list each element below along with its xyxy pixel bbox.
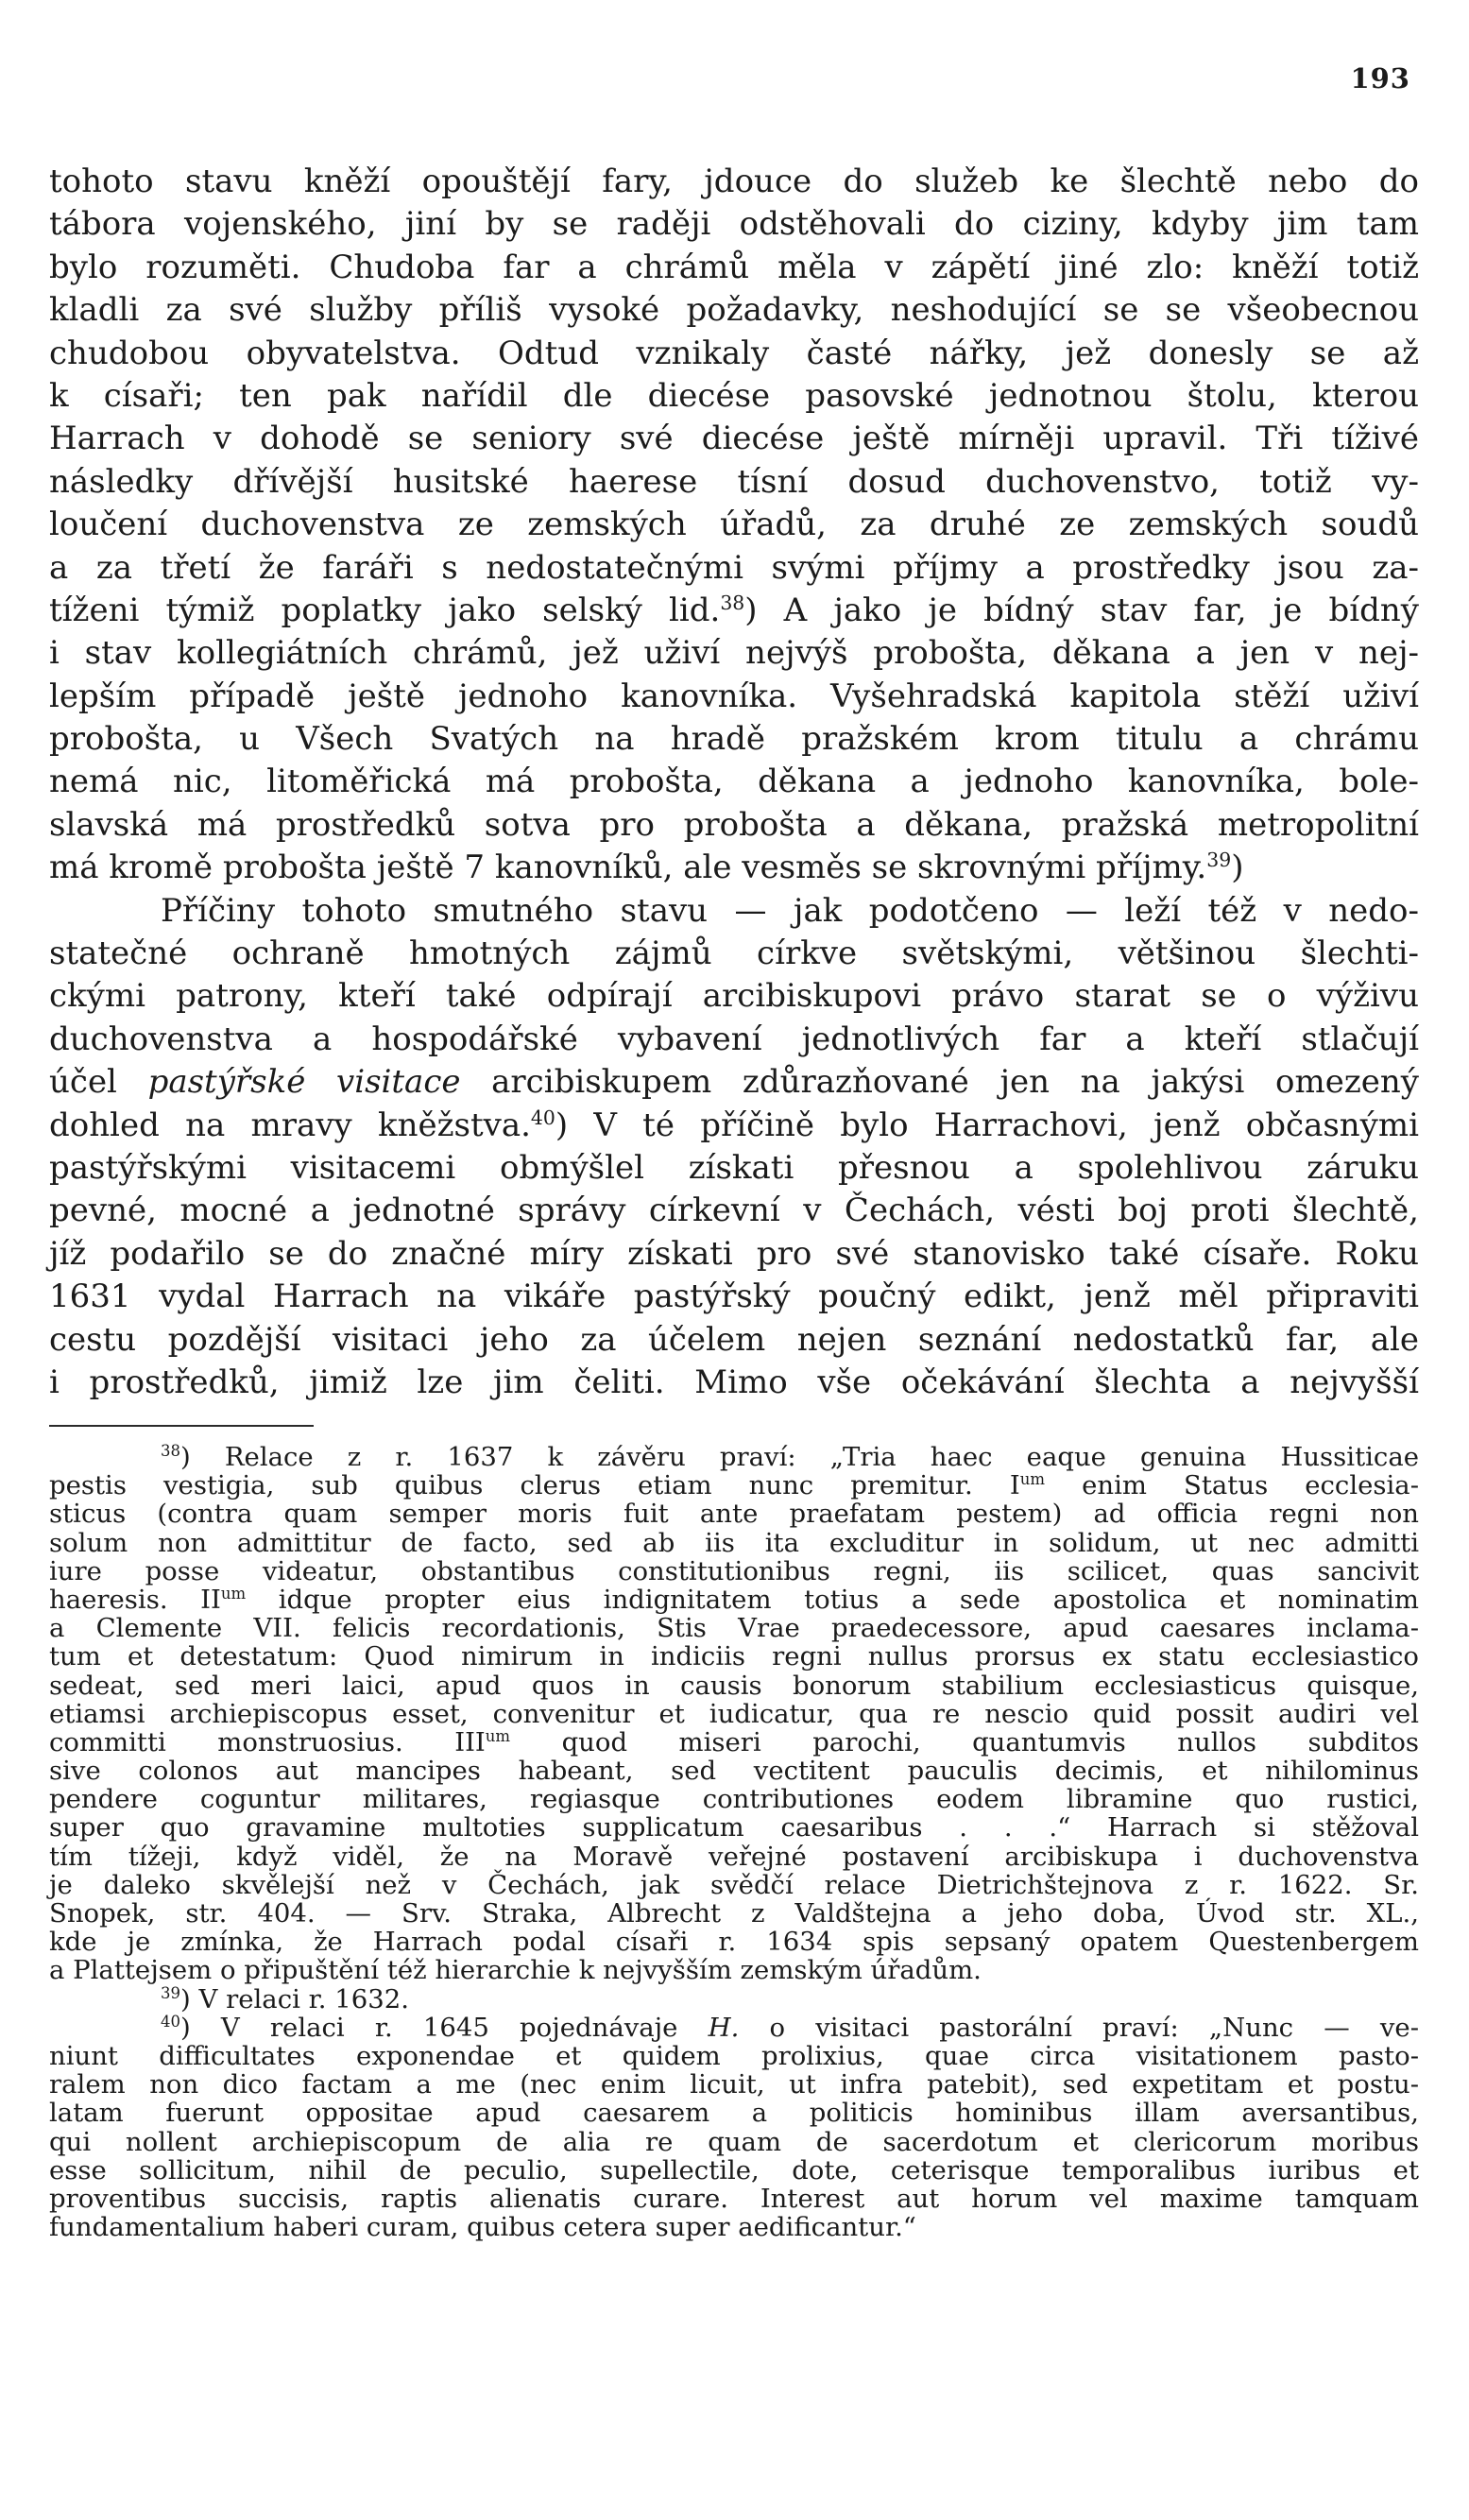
text-line: slavská má prostředků sotva pro probošta a děkana, pražská metropolitní [49,805,1419,844]
footnote-marker: 38 [161,1442,180,1461]
footnote-line: kde je zmínka, že Harrach podal císaři r. 1634 spis sepsaný opatem Questenbergem [49,1927,1419,1958]
footnote-line: tum et detestatum: Quod nimirum in indiciis regni nullus prorsus ex statu ecclesiastico [49,1641,1419,1672]
footnote-line: niunt difficultates exponendae et quidem prolixius, quae circa visitationem pasto- [49,2040,1419,2071]
footnote-line: pendere coguntur militares, regiasque contributiones eodem libramine quo rustici, [49,1784,1419,1815]
text-segment: pestis vestigia, sub quibus clerus etiam nunc premitur. [49,1470,973,1501]
text-segment: o visitaci pastorální praví: „Nunc — ve- [769,2012,1419,2043]
footnote-marker: 39 [161,1983,180,2002]
text-line: tohoto stavu kněží opouštějí fary, jdouce do služeb ke šlechtě nebo do [49,163,1419,200]
footnote-marker: 40 [161,2012,180,2031]
text-line: probošta, u Všech Svatých na hradě pražském krom titulu a chrámu [49,720,1419,759]
text-segment: idque propter eius indignitatem totius a sede apostolica et nominatim [278,1584,1419,1615]
ordinal: I [1009,1470,1020,1501]
text-segment: V té příčině bylo Harrachovi, jenž občasnými [593,1106,1420,1144]
footnote-line: esse sollicitum, nihil de peculio, supellectile, dote, ceterisque temporalibus iuribus et [49,2154,1419,2186]
text-segment: V relaci r. 1632. [198,1983,409,2014]
footnote-line: sticus (contra quam semper moris fuit ante praefatam pestem) ad officia regni non [49,1499,1419,1530]
footnote-ref-40: 40 [530,1106,555,1129]
text-line: a za třetí že faráři s nedostatečnými svými příjmy a prostředky jsou za- [49,548,1419,587]
footnote-line: etiamsi archiepiscopus esset, convenitur et iudicatur, qua re nescio quid possit audiri vel [49,1698,1419,1729]
footnote-line: je daleko skvělejší než v Čechách, jak svědčí relace Dietrichštejnova z r. 1622. Sr. [49,1869,1419,1900]
emphasis-text: pastýřské visitace [147,1063,461,1102]
text-line: jíž podařilo se do značné míry získati pro své stanovisko také císaře. Roku [49,1234,1419,1273]
ordinal: III [454,1726,486,1757]
text-segment: committi monstruosius. [49,1726,403,1757]
footnote-line: qui nollent archiepiscopum de alia re quam de sacerdotum et clericorum moribus [49,2126,1419,2157]
text-segment: enim Status ecclesia- [1082,1470,1419,1501]
footnote-line: ralem non dico factam a me (nec enim licuit, ut infra patebit), sed expetitam et postu- [49,2069,1419,2100]
text-line: kladli za své služby příliš vysoké požadavky, neshodující se se všeobecnou [49,291,1419,330]
text-line: ckými patrony, kteří také odpírají arcibiskupovi právo starat se o výživu [49,977,1419,1016]
ordinal-suffix: um [485,1726,511,1745]
footnote-line: tím tížeji, když viděl, že na Moravě veřejné postavení arcibiskupa i duchovenstva [49,1841,1419,1872]
text-line: tíženi týmiž poplatky jako selský lid.$^{38}$) A jako je bídný stav far, je bídný [49,591,1419,629]
ordinal: II [200,1584,221,1615]
footnote-40: $^{40}$) V relaci r. 1645 pojednávaje H. o visitaci pastorální praví: „Nunc — ve- [161,2012,1419,2043]
text-line: má kromě probošta ještě 7 kanovníků, ale vesměs se skrovnými příjmy.$^{39}$) [49,849,1244,887]
footnote-line: iure posse videatur, obstantibus constitutionibus regni, iis scilicet, quas sancivit [49,1555,1419,1586]
footnote-39: $^{39}$) V relaci r. 1632. [161,1983,409,2014]
text-line [49,1061,1419,1104]
text-line: 1631 vydal Harrach na vikáře pastýřský poučný edikt, jenž měl připraviti [49,1277,1419,1316]
text-line: statečné ochraně hmotných zájmů církve světskými, většinou šlechti- [49,934,1419,973]
footnote-line: a Clemente VII. felicis recordationis, Stis Vrae praedecessore, apud caesares inclama- [49,1613,1419,1644]
text-line: k císaři; ten pak nařídil dle diecése pasovské jednotnou štolu, kterou [49,376,1419,415]
text-line: i stav kollegiátních chrámů, jež uživí nejvýš probošta, děkana a jen v nej- [49,634,1419,673]
text-line: chudobou obyvatelstva. Odtud vznikaly časté nářky, jež donesly se až [49,334,1419,372]
text-segment: má kromě probošta ještě 7 kanovníků, ale vesměs se skrovnými příjmy. [49,849,1207,887]
text-line: pastýřskými visitacemi obmýšlel získati přesnou a spolehlivou záruku [49,1148,1419,1187]
footnote-line: sive colonos aut mancipes habeant, sed vectitent pauculis decimis, et nihilominus [49,1756,1419,1787]
text-line: duchovenstva a hospodářské vybavení jednotlivých far a kteří stlačují [49,1020,1419,1058]
text-line: bylo rozuměti. Chudoba far a chrámů měla v zápětí jiné zlo: kněží totiž [49,248,1419,286]
footnotes [49,1443,1419,2241]
text-segment: haeresis. [49,1584,168,1615]
text-segment: tíženi týmiž poplatky jako selský lid. [49,591,721,629]
ordinal-suffix: um [220,1585,247,1603]
footnote-ref-38: 38 [720,591,745,614]
text-segment: A jako je bídný stav far, je bídný [783,591,1419,629]
text-line: cestu pozdější visitaci jeho za účelem nejen seznání nedostatků far, ale [49,1320,1419,1359]
footnote-line [49,1728,1419,1757]
text-segment: Relace z r. 1637 k závěru praví: „Tria haec eaque genuina Hussiticae [224,1442,1419,1472]
footnote-line: proventibus succisis, raptis alienatis curare. Interest aut horum vel maxime tamquam [49,2183,1419,2214]
emphasis-text: H. [708,2012,740,2043]
footnote-ref-39: 39 [1206,849,1232,872]
footnote-line: sedeat, sed meri laici, apud quos in causis bonorum stabilium ecclesiasticus quisque, [49,1670,1419,1701]
text-line: následky dřívější husitské haerese tísní dosud duchovenstvo, totiž vy- [49,462,1419,501]
text-line: tábora vojenského, jiní by se raději odstěhovali do ciziny, kdyby jim tam [49,205,1419,244]
footnote-line [49,1471,1419,1500]
text-line: pevné, mocné a jednotné správy církevní v Čechách, vésti boj proti šlechtě, [49,1191,1419,1230]
main-text [49,161,1419,1404]
text-line: i prostředků, jimiž lze jim čeliti. Mimo vše očekávání šlechta a nejvyšší [49,1363,1419,1401]
text-segment: arcibiskupem zdůrazňované jen na jakýsi omezený [491,1063,1419,1102]
text-segment: V relaci r. 1645 pojednávaje [220,2012,678,2043]
text-line: Harrach v dohodě se seniory své diecése ještě mírněji upravil. Tři tíživé [49,420,1419,458]
text-segment: dohled na mravy kněžstva. [49,1106,531,1144]
text-line: loučení duchovenstva ze zemských úřadů, za druhé ze zemských soudů [49,506,1419,544]
footnote-line: solum non admittitur de facto, sed ab iis ita excluditur in solidum, ut nec admitti [49,1527,1419,1558]
page-number: 193 [1350,62,1410,94]
footnote-line: super quo gravamine multoties supplicatum caesaribus . . .“ Harrach si stěžoval [49,1812,1419,1843]
text-line: lepším případě ještě jednoho kanovníka. Vyšehradská kapitola stěží uživí [49,677,1419,715]
text-segment: účel [49,1063,117,1102]
footnote-line [49,1586,1419,1614]
paragraph-start: Příčiny tohoto smutného stavu — jak podotčeno — leží též v nedo- [161,891,1419,930]
text-line: nemá nic, litoměřická má probošta, děkana a jednoho kanovníka, bole- [49,763,1419,801]
footnote-38: $^{38}$) Relace z r. 1637 k závěru praví: „Tria haec eaque genuina Hussiticae [161,1442,1419,1472]
text-segment: quod miseri parochi, quantumvis nullos subditos [561,1726,1419,1757]
footnote-line: fundamentalium haberi curam, quibus cetera super aedificantur.“ [49,2212,916,2243]
footnote-line: latam fuerunt oppositae apud caesarem a politicis hominibus illam aversantibus, [49,2098,1419,2129]
ordinal-suffix: um [1019,1470,1046,1489]
text-line: dohled na mravy kněžstva.$^{40}$) V té příčině bylo Harrachovi, jenž občasnými [49,1106,1420,1144]
footnote-line: Snopek, str. 404. — Srv. Straka, Albrecht z Valdštejna a jeho doba, Úvod str. XL., [49,1898,1419,1929]
footnote-separator [49,1425,314,1427]
footnote-line: a Plattejsem o připuštění též hierarchie k nejvyšším zemským úřadům. [49,1955,982,1986]
